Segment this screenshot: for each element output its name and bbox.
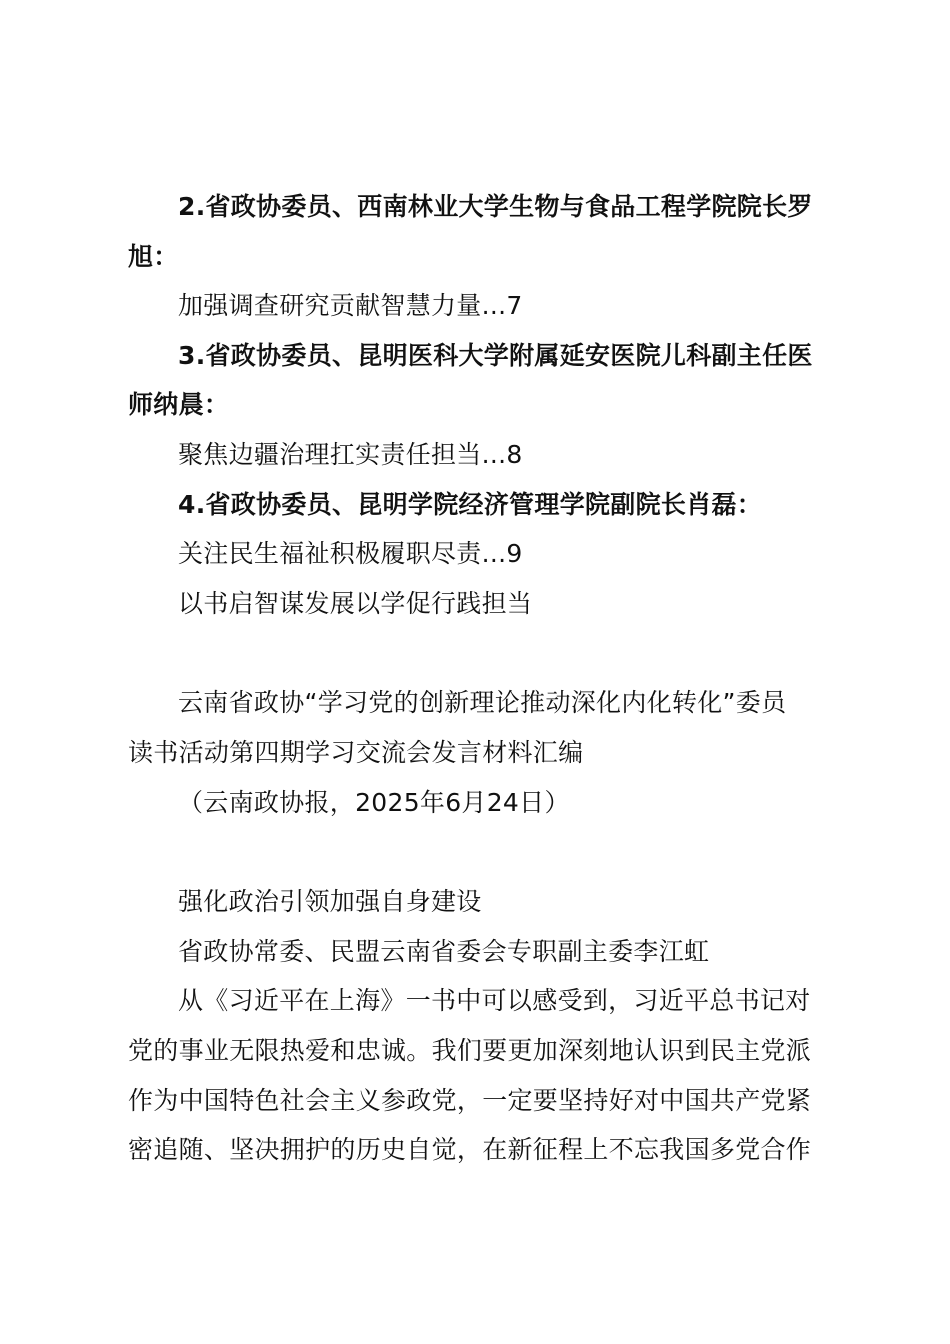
section-title: 以书启智谋发展以学促行践担当	[178, 589, 533, 618]
toc-item-3-title-line2: 师纳晨：	[128, 390, 230, 419]
article-body-line-2: 党的事业无限热爱和忠诚。我们要更加深刻地认识到民主党派	[128, 1036, 812, 1065]
toc-item-4-title: 4.省政协委员、昆明学院经济管理学院副院长肖磊：	[178, 490, 763, 519]
article-author: 省政协常委、民盟云南省委会专职副主委李江虹	[178, 937, 710, 966]
article-body-line-4: 密追随、坚决拥护的历史自觉，在新征程上不忘我国多党合作	[128, 1135, 812, 1164]
toc-item-4-entry: 关注民生福祉积极履职尽责...9	[178, 539, 523, 568]
toc-item-2-title-line2: 旭：	[128, 242, 179, 271]
article-title: 强化政治引领加强自身建设	[178, 887, 482, 916]
toc-item-3-title-line1: 3.省政协委员、昆明医科大学附属延安医院儿科副主任医	[178, 341, 813, 370]
article-body-line-3: 作为中国特色社会主义参政党，一定要坚持好对中国共产党紧	[128, 1086, 812, 1115]
toc-item-2-title-line1: 2.省政协委员、西南林业大学生物与食品工程学院院长罗	[178, 192, 813, 221]
collection-title-line1: 云南省政协“学习党的创新理论推动深化内化转化”委员	[178, 688, 787, 717]
toc-item-2-entry: 加强调查研究贡献智慧力量...7	[178, 291, 523, 320]
toc-item-3-entry: 聚焦边疆治理扛实责任担当...8	[178, 440, 523, 469]
article-body-line-1: 从《习近平在上海》一书中可以感受到，习近平总书记对	[178, 986, 811, 1015]
collection-title-line2: 读书活动第四期学习交流会发言材料汇编	[128, 738, 584, 767]
collection-source: （云南政协报，2025年6月24日）	[178, 788, 570, 817]
